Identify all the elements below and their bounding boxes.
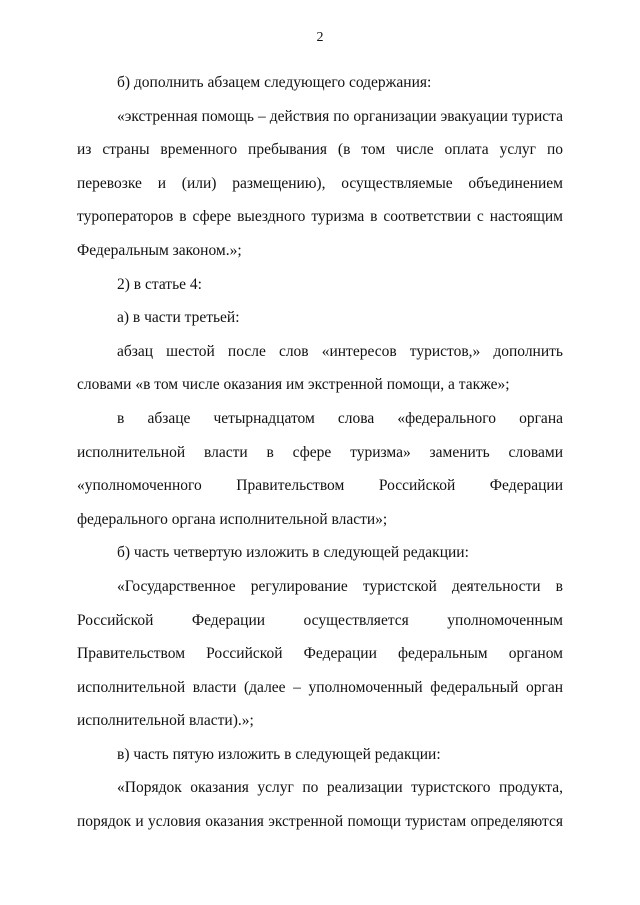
paragraph-state-regulation: «Государственное регулирование туристской деятельности в Российской Федерации осуществляется уполномоченным Правительством Российской Федерации федеральным органом исполнительной власти (далее – уполномоченный федеральный орган исполнительной власти).»; [77,577,563,730]
paragraph-emergency-help-definition: «экстренная помощь – действия по организации эвакуации туриста из страны временного пребывания (в том числе оплата услуг по перевозке и (или) размещению), осуществляемые объединением туроператоров в сфере выездного туризма в соответствии с настоящим Федеральным законом.»; [77,107,563,259]
paragraph-sixth-abzac: абзац шестой после слов «интересов туристов,» дополнить словами «в том числе оказания им экстренной помощи, а также»; [77,342,563,394]
document-body [77,66,563,839]
paragraph-article-4: 2) в статье 4: [117,275,202,293]
paragraph-part-five: в) часть пятую изложить в следующей редакции: [117,745,441,763]
page-number: 2 [316,30,324,45]
paragraph-part-four: б) часть четвертую изложить в следующей редакции: [117,544,469,562]
paragraph-service-order: «Порядок оказания услуг по реализации туристского продукта, порядок и условия оказания экстренной помощи туристам определяются [77,779,563,831]
paragraph-part-three: а) в части третьей: [117,309,240,327]
paragraph-fourteenth-abzac: в абзаце четырнадцатом слова «федерального органа исполнительной власти в сфере туризма» заменить словами «уполномоченного Правительством Российской Федерации федерального органа исполнительной власти»; [77,409,563,528]
paragraph-b-add: б) дополнить абзацем следующего содержания: [117,74,432,91]
